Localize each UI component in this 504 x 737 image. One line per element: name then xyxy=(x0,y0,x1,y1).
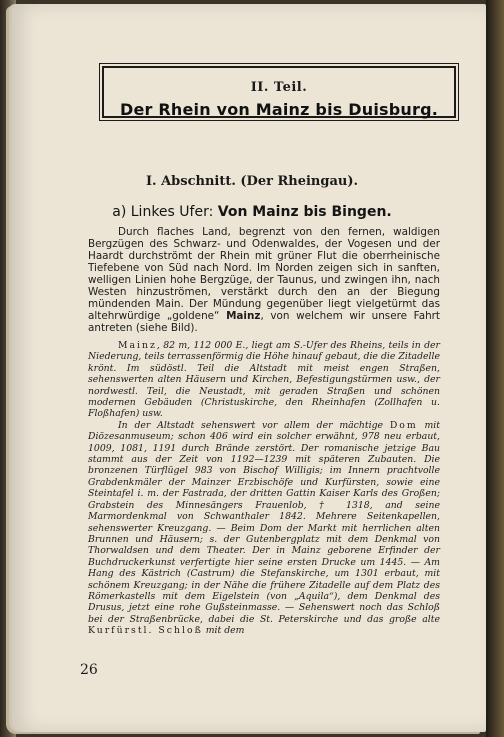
part-title-box xyxy=(102,66,456,118)
page-number: 26 xyxy=(80,662,98,678)
page-title: Der Rhein von Mainz bis Duisburg. xyxy=(119,100,439,119)
intro-text: Durch flaches Land, begrenzt von den fernen, waldigen Bergzügen des Schwarz- und Odenwaldes, der Vogesen und der Haardt durchströmt der Rhein mit grüner Flut die oberrheinische Tiefebene von Süd nach Nord. Im Norden zeigen sich in sanften, welligen Linien hohe Bergzüge, der Taunus, und zwingen ihn, nach Westen hinzuströmen, verstärkt durch den an der Biegung mündenden Main. Der Mündung gegenüber liegt vielgetürmt das altehrwürdige „goldene“ xyxy=(88,226,440,322)
body-paragraph-2-text: mit Diözesanmuseum; schon 406 wird ein solcher erwähnt, 978 neu erbaut, 1009, 1081, 1191 durch Brände zerstört. Der romanische jetzige Bau stammt aus der Zeit von 1192—1239 mit späteren Zubauten. Die bronzenen Türflügel 983 von Bischof Willigis; im Innern prachtvolle Grabdenkmäler der Mainzer Erzbischöfe und Kurfürsten, sowie eine Steintafel i. m. der Fastrada, der dritten Gattin Kaiser Karls des Großen; Grabstein des Minnesängers Frauenlob, † 1318, and seine Marmordenkmal von Schwanthaler 1842. Mehrere Seitenkapellen, sehenswerter Kreuzgang. — Beim Dom der Markt mit herrlichen alten Brunnen und Häusern; s. der Gutenbergplatz mit dem Denkmal von Thorwaldsen und dem Theater. Der in Mainz geborene Erfinder der Buchdruckerkunst verfertigte hier seine ersten Drucke um 1445. — Am Hang des Kästrich (Castrum) die Stefanskirche, um 1301 erbaut, mit schönem Kreuzgang; in der Nähe die frühere Zitadelle auf dem Platz des Römerkastells mit dem Eigelstein (von „Aquila“), dem Denkmal des Drusus, jetzt eine rohe Gußsteinmasse. — Sehenswert noch das Schloß bei der Straßenbrücke, dabei die St. Peterskirche und das große alte xyxy=(88,419,441,625)
body-paragraph-2-end: mit dem xyxy=(202,625,245,637)
body-paragraph-1 xyxy=(88,340,440,420)
mainz-keyword: Mainz xyxy=(118,340,157,351)
body-text xyxy=(88,340,440,637)
section-heading: I. Abschnitt. (Der Rheingau). xyxy=(145,174,359,189)
subsection-heading xyxy=(0,204,504,220)
body-paragraph-2-start: In der Altstadt sehenswert vor allem der mächtige xyxy=(118,419,390,431)
dom-keyword: Dom xyxy=(389,419,418,431)
body-paragraph-1-text: , 82 m, 112 000 E., liegt am S.-Ufer des Rheins, teils in der Niederung, teils terrassenförmig die Höhe hinauf gebaut, die die Zitadelle krönt. Im südöstl. Teil die Altstadt mit meist engen Straßen, sehenswerten alten Häusern und Kirchen, Befestigungstürmen usw., der nordwestl. Teil, die Neustadt, mit geraden Straßen und schönen modernen Gebäuden (Christuskirche, den Rheinhafen (Zollhafen u. Floßhafen) usw. xyxy=(88,340,440,420)
intro-paragraph xyxy=(88,226,440,334)
subsection-prefix: a) Linkes Ufer: xyxy=(112,204,218,220)
book-right-edge xyxy=(486,0,504,737)
intro-bold-mainz: Mainz xyxy=(226,310,261,322)
subsection-title: Von Mainz bis Bingen. xyxy=(217,204,392,220)
schloss-keyword: Kurfürstl. Schloß xyxy=(88,625,203,637)
part-label: II. Teil. xyxy=(250,80,308,95)
body-paragraph-2 xyxy=(88,420,440,637)
intro-text-end: , von welchem wir unsere Fahrt antreten (siehe Bild). xyxy=(88,310,441,334)
